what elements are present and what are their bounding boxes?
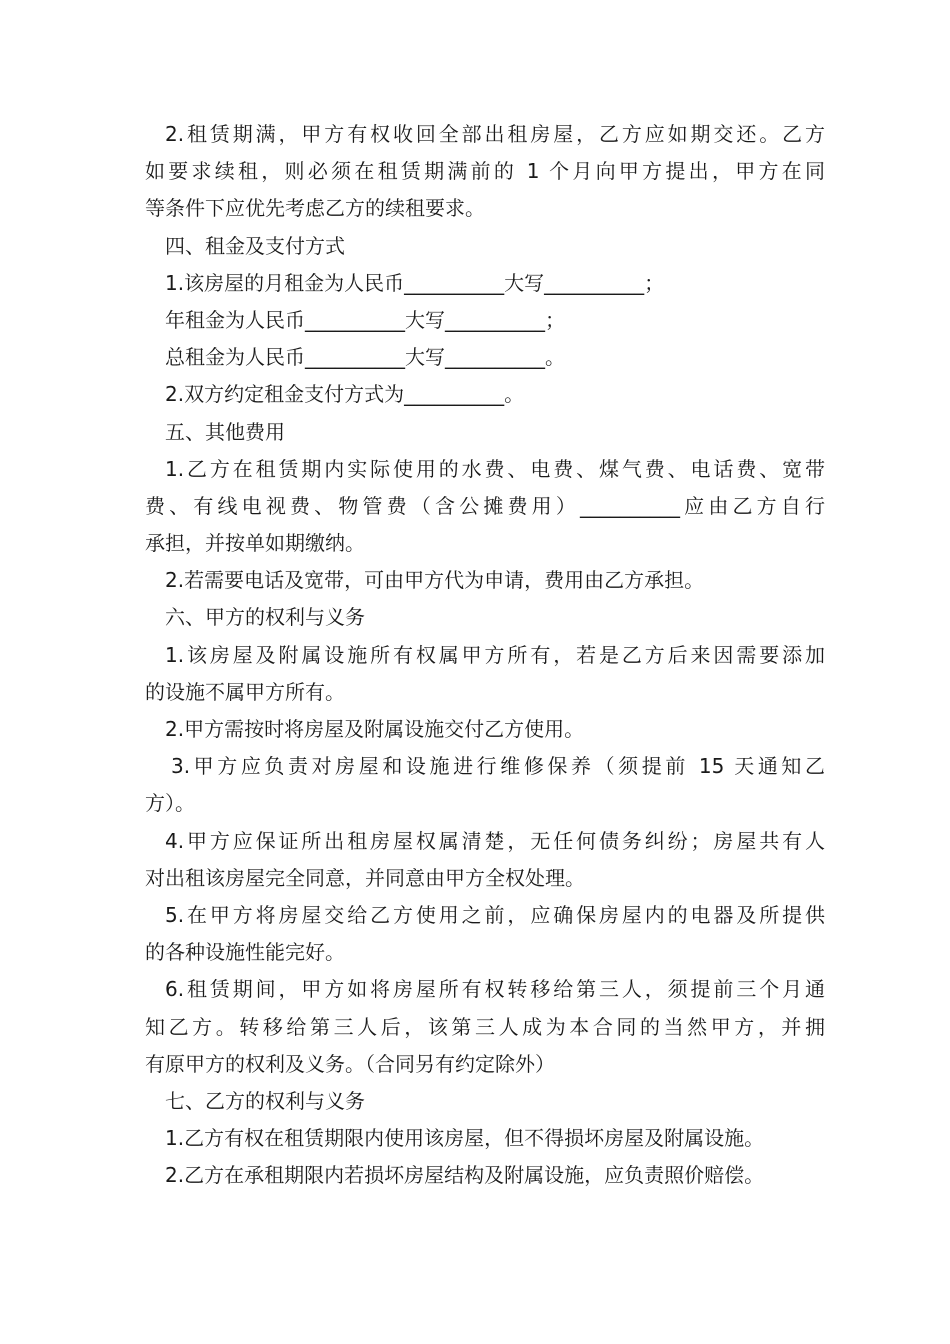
- text-line: 对出租该房屋完全同意，并同意由甲方全权处理。: [145, 865, 585, 890]
- text-line: 总租金为人民币__________大写__________。: [165, 345, 565, 370]
- text-line: 等条件下应优先考虑乙方的续租要求。: [145, 196, 485, 221]
- text-line: 有原甲方的权利及义务。（合同另有约定除外）: [145, 1051, 555, 1076]
- text-line: 1.乙方在租赁期内实际使用的水费、电费、煤气费、电话费、宽带: [165, 456, 825, 481]
- text-line: 六、甲方的权利与义务: [165, 605, 365, 630]
- text-line: 3.甲方应负责对房屋和设施进行维修保养（须提前 15 天通知乙: [171, 754, 825, 779]
- text-line: 七、乙方的权利与义务: [165, 1088, 365, 1113]
- text-line: 2.甲方需按时将房屋及附属设施交付乙方使用。: [165, 717, 585, 741]
- contract-text: [145, 116, 825, 1194]
- text-line: 4.甲方应保证所出租房屋权属清楚，无任何债务纠纷；房屋共有人: [165, 828, 825, 853]
- text-line: 2.租赁期满，甲方有权收回全部出租房屋，乙方应如期交还。乙方: [165, 122, 825, 146]
- text-line: 1.该房屋的月租金为人民币__________大写__________；: [165, 270, 665, 295]
- text-line: 6.租赁期间，甲方如将房屋所有权转移给第三人，须提前三个月通: [165, 977, 825, 1002]
- text-line: 费、有线电视费、物管费（含公摊费用）__________应由乙方自行: [145, 493, 825, 518]
- text-line: 2.乙方在承租期限内若损坏房屋结构及附属设施，应负责照价赔偿。: [165, 1163, 765, 1188]
- text-line: 5.在甲方将房屋交给乙方使用之前，应确保房屋内的电器及所提供: [165, 902, 825, 927]
- text-line: 的设施不属甲方所有。: [145, 679, 345, 704]
- text-line: 知乙方。转移给第三人后，该第三人成为本合同的当然甲方，并拥: [145, 1014, 825, 1039]
- text-line: 的各种设施性能完好。: [145, 940, 345, 965]
- text-line: 五、其他费用: [165, 419, 285, 444]
- text-line: 2.若需要电话及宽带，可由甲方代为申请，费用由乙方承担。: [165, 568, 705, 593]
- text-line: 方）。: [145, 791, 195, 816]
- text-line: 如要求续租，则必须在租赁期满前的 1 个月向甲方提出，甲方在同: [145, 159, 825, 184]
- text-line: 承担，并按单如期缴纳。: [145, 531, 365, 556]
- text-line: 1.乙方有权在租赁期限内使用该房屋，但不得损坏房屋及附属设施。: [165, 1126, 765, 1151]
- text-line: 2.双方约定租金支付方式为__________。: [165, 382, 525, 407]
- text-line: 年租金为人民币__________大写__________；: [165, 307, 565, 332]
- text-line: 1.该房屋及附属设施所有权属甲方所有，若是乙方后来因需要添加: [165, 642, 825, 667]
- text-line: 四、租金及支付方式: [165, 233, 345, 258]
